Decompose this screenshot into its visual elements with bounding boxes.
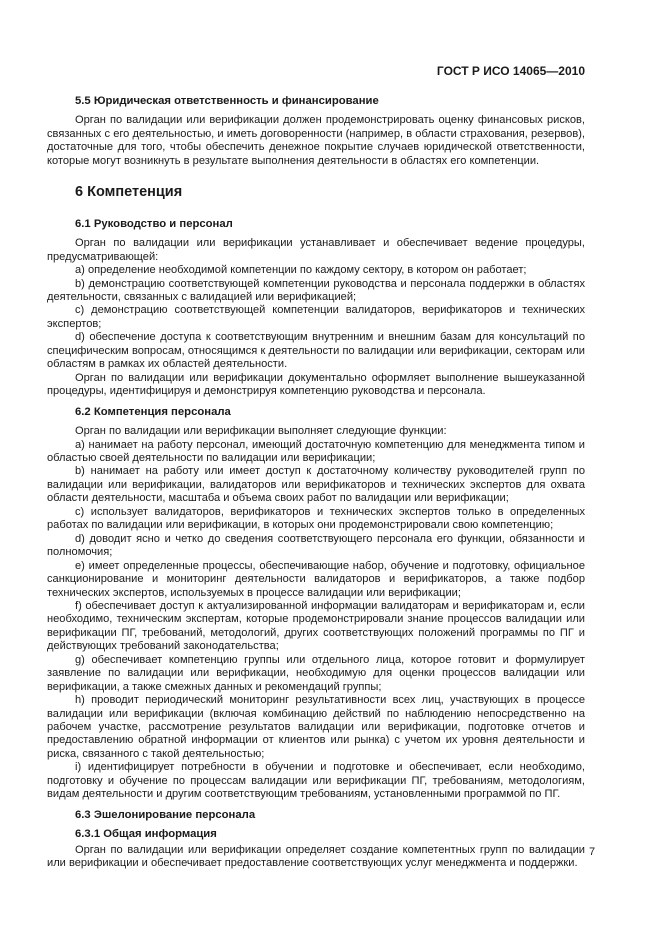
section-6-1-heading: 6.1 Руководство и персонал — [75, 217, 233, 230]
section-6-3-heading: 6.3 Эшелонирование персонала — [75, 808, 256, 821]
list-item: а) нанимает на работу персонал, имеющий достаточную компетенцию для менеджмента типом и областью своей деятельности по валидации или верификации; — [47, 438, 585, 464]
paragraph: Орган по валидации или верификации документально оформляет выполнение вышеуказанной процедуры, идентифицируя и демонстрируя компетенцию руководства и персонала. — [47, 371, 585, 398]
section-5-5-heading: 5.5 Юридическая ответственность и финансирование — [75, 95, 379, 107]
paragraph: Орган по валидации или верификации должен продемонстрировать оценку финансовых рисков, связанных с его деятельностью, и иметь договоренности (например, в области страхования, резервов), достаточные для того, чтобы обеспечить денежное покрытие случаев юридической ответственности, которые могут возникнуть в результате выполнения деятельности в областях его компетенции. — [47, 114, 585, 167]
page-content — [47, 95, 585, 871]
list-item: d) обеспечение доступа к соответствующим внутренним и внешним базам для консультаций по специфическим вопросам, относящимся к деятельности по валидации или верификации, секторам или областям в рамках их областей деятельности. — [47, 331, 585, 371]
list-item: а) определение необходимой компетенции по каждому сектору, в котором он работает; — [75, 264, 527, 277]
list-item: i) идентифицирует потребности в обучении и подготовке и обеспечивает, если необходимо, подготовку и обучение по процессам валидации или верификации ПГ, требованиям, методологиям, видам деятельности и другим соответствующим требованиям, установленными программой по ПГ. — [47, 761, 585, 801]
section-6-3-1-heading: 6.3.1 Общая информация — [75, 828, 217, 841]
list-item: g) обеспечивает компетенцию группы или отдельного лица, которое готовит и формулирует заявление по валидации или верификации, необходимую для оценки процессов валидации или верификации, а также смежных данных и рекомендаций группы; — [47, 653, 585, 693]
running-header: ГОСТ Р ИСО 14065—2010 — [436, 64, 585, 78]
paragraph: Орган по валидации или верификации определяет создание компетентных групп по валидации или верификации и обеспечивает предоставление соответствующих услуг менеджмента и поддержки. — [47, 843, 585, 870]
paragraph: Орган по валидации или верификации выполняет следующие функции: — [75, 425, 447, 438]
section-6-2-heading: 6.2 Компетенция персонала — [75, 405, 231, 418]
list-item: b) нанимает на работу или имеет доступ к достаточному количеству руководителей групп по валидации или верификации, валидаторов или верификаторов и технических экспертов для охвата области деятельности, масштаба и объема своих работ по валидации или верификации; — [47, 465, 585, 505]
section-6-heading: 6 Компетенция — [75, 184, 183, 201]
list-item: b) демонстрацию соответствующей компетенции руководства и персонала поддержки в областях деятельности, связанных с валидацией или верификацией; — [47, 277, 585, 303]
list-item: c) демонстрацию соответствующей компетенции валидаторов, верификаторов и технических экспертов; — [47, 304, 585, 330]
list-item: c) использует валидаторов, верификаторов и технических экспертов только в определенных работах по валидации или верификации, в которых они продемонстрировали свою компетенцию; — [47, 505, 585, 532]
list-item: f) обеспечивает доступ к актуализированной информации валидаторам и верификаторам и, если необходимо, техническим экспертам, которые продемонстрировали знание процессов валидации или верификации ПГ, требований, методологий, других соответствующих положений программы по ПГ и действующих требований законодательства; — [47, 599, 585, 653]
paragraph: Орган по валидации или верификации устанавливает и обеспечивает ведение процедуры, предусматривающей: — [47, 237, 585, 263]
page-number: 7 — [589, 846, 596, 858]
list-item: d) доводит ясно и четко до сведения соответствующего персонала его функции, обязанности и полномочия; — [47, 532, 585, 559]
list-item: e) имеет определенные процессы, обеспечивающие набор, обучение и подготовку, официальное санкционирование и мониторинг деятельности валидаторов и верификаторов, а также подбор технических экспертов, используемых в процессе валидации или верификации; — [47, 559, 585, 599]
list-item: h) проводит периодический мониторинг результативности всех лиц, участвующих в процессе валидации или верификации (включая комбинацию действий по наблюдению непосредственно на рабочем участке, рассмотрение результатов валидации или верификации, подготовке отчетов и предоставлению обратной информации от клиентов или рынка) с учетом их уровня деятельности и риска, связанного с такой деятельностью; — [47, 694, 585, 760]
